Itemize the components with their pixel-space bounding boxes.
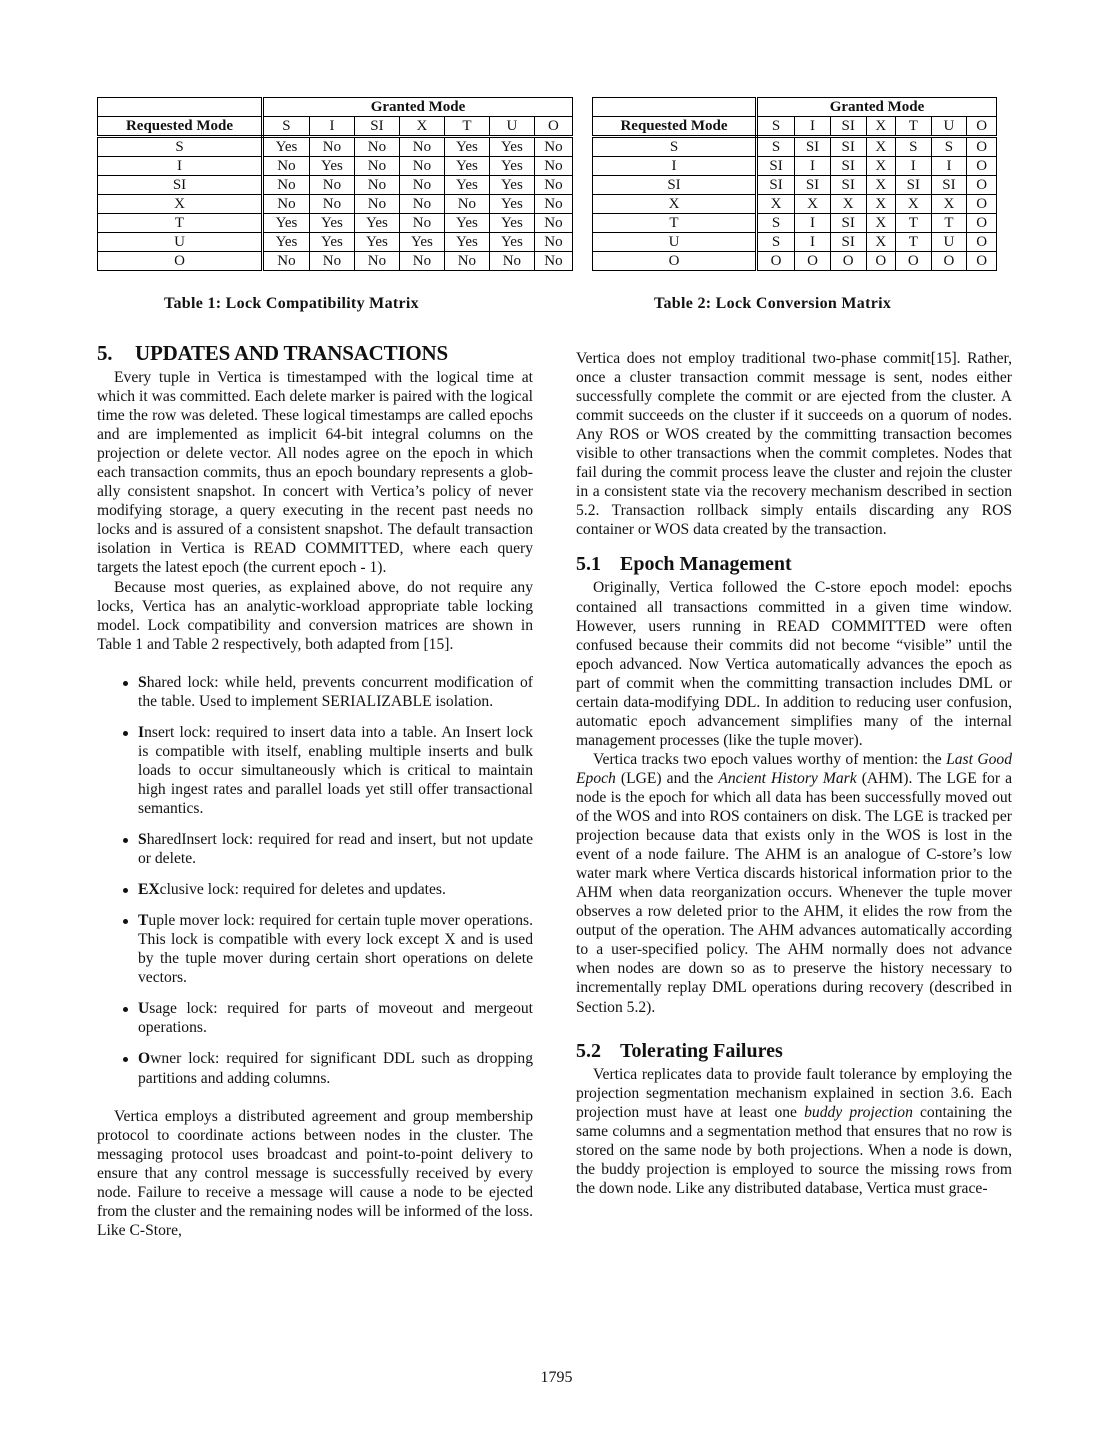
column-header: T — [444, 117, 489, 137]
table-cell: O — [931, 252, 967, 271]
table-cell: O — [866, 252, 895, 271]
table-cell: S — [895, 137, 931, 157]
table-cell: I — [895, 157, 931, 176]
row-header: I — [98, 157, 263, 176]
table-cell: X — [866, 233, 895, 252]
section-heading — [97, 340, 533, 366]
subsection-heading — [576, 1039, 1012, 1063]
table-cell: No — [534, 214, 572, 233]
table-cell: X — [795, 195, 831, 214]
requested-mode-header: Requested Mode — [98, 117, 263, 137]
table-cell: Yes — [354, 233, 399, 252]
table-cell: No — [444, 252, 489, 271]
list-item: Insert lock: required to insert data into a table. An Insert lock is compatible with itself, enabling multiple inserts and bulk loads to occur simultaneously which is critical to maintain high ingest rates and parallel loads yet still offer transactional semantics. — [138, 723, 533, 817]
column-header: I — [795, 117, 831, 137]
table-cell: Yes — [444, 176, 489, 195]
table-cell: No — [534, 195, 572, 214]
requested-mode-header: Requested Mode — [593, 117, 757, 137]
table-cell: X — [931, 195, 967, 214]
column-header: X — [399, 117, 444, 137]
table-cell: No — [399, 157, 444, 176]
table-row — [593, 233, 997, 252]
table-cell: Yes — [309, 157, 354, 176]
table-cell: Yes — [399, 233, 444, 252]
table-cell: S — [757, 137, 795, 157]
table-cell: O — [830, 252, 866, 271]
table-cell: SI — [757, 176, 795, 195]
table-cell: SI — [830, 214, 866, 233]
list-item: Tuple mover lock: required for certain tuple mover operations. This lock is compatible with every lock except X and is used by the tuple mover during certain short operations on delete vectors. — [138, 912, 533, 987]
table-row — [98, 214, 573, 233]
subsection-number: 5.2 — [576, 1039, 601, 1062]
table-cell: X — [866, 157, 895, 176]
row-header: O — [593, 252, 757, 271]
column-header: SI — [354, 117, 399, 137]
table-cell: Yes — [309, 233, 354, 252]
table-cell: U — [931, 233, 967, 252]
table-cell: No — [354, 137, 399, 157]
table-row — [593, 137, 997, 157]
table-row — [98, 252, 573, 271]
table-row — [98, 137, 573, 157]
section-title: UPDATES AND TRANSACTIONS — [135, 341, 448, 365]
row-header: X — [593, 195, 757, 214]
right-column — [576, 349, 1012, 1198]
table-cell: No — [399, 195, 444, 214]
row-header: SI — [98, 176, 263, 195]
table-row — [98, 195, 573, 214]
table-cell: O — [757, 252, 795, 271]
list-item: SharedInsert lock: required for read and insert, but not update or delete. — [138, 831, 533, 868]
table-cell: No — [354, 195, 399, 214]
table-cell: O — [967, 214, 997, 233]
table-cell: X — [895, 195, 931, 214]
table-cell: SI — [830, 137, 866, 157]
table-row — [593, 214, 997, 233]
table-cell: No — [534, 137, 572, 157]
table-cell: Yes — [489, 157, 534, 176]
table-cell: No — [354, 252, 399, 271]
table-cell: O — [895, 252, 931, 271]
page-number: 1795 — [540, 1369, 573, 1386]
table-cell: No — [399, 176, 444, 195]
table-cell: Yes — [444, 137, 489, 157]
table-row — [98, 157, 573, 176]
table-cell: T — [895, 233, 931, 252]
table-cell: I — [795, 214, 831, 233]
ahm-term: Ancient History Mark — [718, 769, 857, 787]
table-cell: S — [757, 233, 795, 252]
row-header: T — [98, 214, 263, 233]
lge-term: Last Good Epoch — [576, 750, 1012, 787]
row-header: I — [593, 157, 757, 176]
table-cell: No — [534, 252, 572, 271]
column-header: I — [309, 117, 354, 137]
table-cell: No — [444, 195, 489, 214]
list-item: Usage lock: required for parts of moveout and mergeout operations. — [138, 1000, 533, 1037]
subsection-title: Epoch Management — [620, 553, 792, 576]
list-item: Owner lock: required for significant DDL such as dropping partitions and adding columns. — [138, 1050, 533, 1087]
table-cell: I — [795, 157, 831, 176]
table-cell: Yes — [263, 233, 310, 252]
table-cell: No — [263, 157, 310, 176]
column-header: S — [757, 117, 795, 137]
table-cell: X — [757, 195, 795, 214]
table-row — [593, 176, 997, 195]
column-header: O — [534, 117, 572, 137]
subsection-title: Tolerating Failures — [620, 1039, 783, 1062]
table-row — [98, 233, 573, 252]
table-cell: SI — [830, 157, 866, 176]
table-cell: No — [534, 176, 572, 195]
left-column — [97, 340, 533, 1240]
table-cell: SI — [795, 176, 831, 195]
table-cell: No — [489, 252, 534, 271]
table-row — [593, 195, 997, 214]
table-cell: No — [354, 157, 399, 176]
table-cell: O — [967, 195, 997, 214]
column-header: SI — [830, 117, 866, 137]
lock-types-list — [97, 673, 533, 1088]
table-cell: X — [830, 195, 866, 214]
table-cell: Yes — [444, 214, 489, 233]
table-cell: SI — [931, 176, 967, 195]
row-header: SI — [593, 176, 757, 195]
table-cell: O — [967, 233, 997, 252]
table-cell: No — [309, 176, 354, 195]
section-number: 5. — [97, 341, 113, 365]
table-cell: Yes — [354, 214, 399, 233]
column-header: T — [895, 117, 931, 137]
table-row — [593, 157, 997, 176]
table-cell: No — [399, 214, 444, 233]
table-cell: Yes — [263, 214, 310, 233]
table-cell: T — [931, 214, 967, 233]
table-cell: Yes — [263, 137, 310, 157]
column-header: U — [489, 117, 534, 137]
column-header: S — [263, 117, 310, 137]
lock-compatibility-table — [97, 97, 573, 271]
table-row — [98, 176, 573, 195]
row-header: U — [593, 233, 757, 252]
lock-conversion-table — [592, 97, 997, 271]
paragraph: Vertica does not employ traditional two-phase commit[15]. Rather, once a cluster transaction commit message is sent, nodes either successfully complete the commit or are ejected from the cluster. A commit succeeds on the cluster if it succeeds on a quorum of nodes. Any ROS or WOS created by the committing transaction becomes visible to other transactions when the commit completes. Nodes that fail during the commit process leave the cluster and rejoin the cluster in a consistent state via the recovery mechanism described in section 5.2. Transaction rollback simply entails discarding any ROS container or WOS data created by the transaction. — [576, 350, 1012, 539]
subsection-number: 5.1 — [576, 553, 601, 576]
table-cell: No — [263, 252, 310, 271]
paragraph: Vertica replicates data to provide fault tolerance by employing the projection segmentation mechanism explained in section 3.6. Each projection must have at least one buddy projection containing the same columns and a segmentation method that ensures that no row is stored on the same node by both projections. When a node is down, the buddy projection is employed to source the missing rows from the down node. Like any distributed database, Vertica must grace- — [576, 1065, 1013, 1197]
table-cell: X — [866, 214, 895, 233]
table-cell: SI — [795, 137, 831, 157]
table-cell: No — [534, 233, 572, 252]
column-header: O — [967, 117, 997, 137]
table-cell: S — [757, 214, 795, 233]
column-header: U — [931, 117, 967, 137]
table-cell: SI — [830, 176, 866, 195]
table-cell: I — [795, 233, 831, 252]
table-cell: Yes — [309, 214, 354, 233]
table-cell: Yes — [489, 195, 534, 214]
table-cell: O — [967, 137, 997, 157]
table-cell: SI — [830, 233, 866, 252]
table-cell: X — [866, 176, 895, 195]
table-cell: Yes — [444, 233, 489, 252]
table-cell: O — [967, 176, 997, 195]
subsection-heading — [576, 552, 1012, 576]
table-cell: Yes — [444, 157, 489, 176]
row-header: U — [98, 233, 263, 252]
table-cell: Yes — [489, 176, 534, 195]
table-cell: No — [309, 137, 354, 157]
row-header: O — [98, 252, 263, 271]
list-item: Shared lock: while held, prevents concurrent modification of the table. Used to implement SERIALIZABLE isolation. — [138, 673, 533, 710]
paragraph: Vertica employs a distributed agreement and group membership protocol to coordinate actions between nodes in the cluster. The messaging protocol uses broadcast and point-to-point delivery to ensure that any control message is successfully received by every node. Failure to receive a message will cause a node to be ejected from the cluster and the remaining nodes will be informed of the loss. Like C-Store, — [97, 1107, 533, 1239]
table1-caption: Table 1: Lock Compatibility Matrix — [164, 295, 419, 312]
row-header: T — [593, 214, 757, 233]
column-header: X — [866, 117, 895, 137]
paragraph: Originally, Vertica followed the C-store epoch model: epochs contained all transactions committed in a given time window. However, users running in READ COMMITTED were often confused because their commits did not become “visible” until the epoch advanced. Now Vertica automatically advances the epoch as part of commit when the committing transaction includes DML or certain data-modifying DDL. In addition to reducing user confusion, automatic epoch advancement simplifies many of the internal management processes (like the tuple mover). — [576, 579, 1012, 749]
table-cell: X — [866, 137, 895, 157]
table2-caption: Table 2: Lock Conversion Matrix — [654, 295, 892, 312]
table-cell: No — [263, 195, 310, 214]
table-cell: Yes — [489, 233, 534, 252]
table-cell: O — [795, 252, 831, 271]
table-cell: O — [967, 157, 997, 176]
buddy-projection-term: buddy projection — [804, 1103, 913, 1121]
table-cell: O — [967, 252, 997, 271]
table-cell: No — [399, 137, 444, 157]
table-cell: SI — [895, 176, 931, 195]
table-cell: S — [931, 137, 967, 157]
paragraph: Vertica tracks two epoch values worthy of mention: the Last Good Epoch (LGE) and the Ancient History Mark (AHM). The LGE for a node is the epoch for which all data has been successfully moved out of the WOS and into ROS containers on disk. The LGE is tracked per projection because data that exists only in the WOS is lost in the event of a node failure. The AHM is an analogue of C-store’s low water mark where Vertica discards historical information prior to the AHM when data reorganization occurs. Whenever the tuple mover observes a row deleted prior to the AHM, it elides the row from the output of the operation. The AHM advances automatically according to a user-specified policy. The AHM normally does not advance when nodes are down so as to preserve the history necessary to incrementally replay DML operations during recovery (described in Section 5.2). — [576, 750, 1013, 1016]
table-cell: Yes — [489, 214, 534, 233]
table-cell: No — [263, 176, 310, 195]
granted-mode-header: Granted Mode — [757, 98, 997, 117]
table-cell: T — [895, 214, 931, 233]
table-cell: No — [354, 176, 399, 195]
granted-mode-header: Granted Mode — [263, 98, 573, 117]
table-cell: I — [931, 157, 967, 176]
table-cell: No — [399, 252, 444, 271]
row-header: X — [98, 195, 263, 214]
paragraph: Every tuple in Vertica is timestamped with the logical time at which it was committed. Each delete marker is paired with the logical time the row was deleted. These logical timestamps are called epochs and are implemented as implicit 64-bit integral columns on the projection or delete vector. All nodes agree on the epoch in which each transaction commits, thus an epoch boundary represents a globally consistent snapshot. In concert with Vertica’s policy of never modifying storage, a query executing in the recent past needs no locks and is assured of a consistent snapshot. The default transaction isolation in Vertica is READ COMMITTED, where each query targets the latest epoch (the current epoch - 1). — [97, 369, 533, 577]
table-cell: SI — [757, 157, 795, 176]
table-cell: No — [309, 252, 354, 271]
table-cell: Yes — [489, 137, 534, 157]
row-header: S — [593, 137, 757, 157]
list-item: EXclusive lock: required for deletes and updates. — [138, 880, 533, 899]
table-cell: No — [309, 195, 354, 214]
table-cell: No — [534, 157, 572, 176]
row-header: S — [98, 137, 263, 157]
paragraph: Because most queries, as explained above, do not require any locks, Vertica has an analytic-workload appropriate table locking model. Lock compatibility and conversion matrices are shown in Table 1 and Table 2 respectively, both adapted from [15]. — [97, 578, 533, 653]
table-cell: X — [866, 195, 895, 214]
table-row — [593, 252, 997, 271]
